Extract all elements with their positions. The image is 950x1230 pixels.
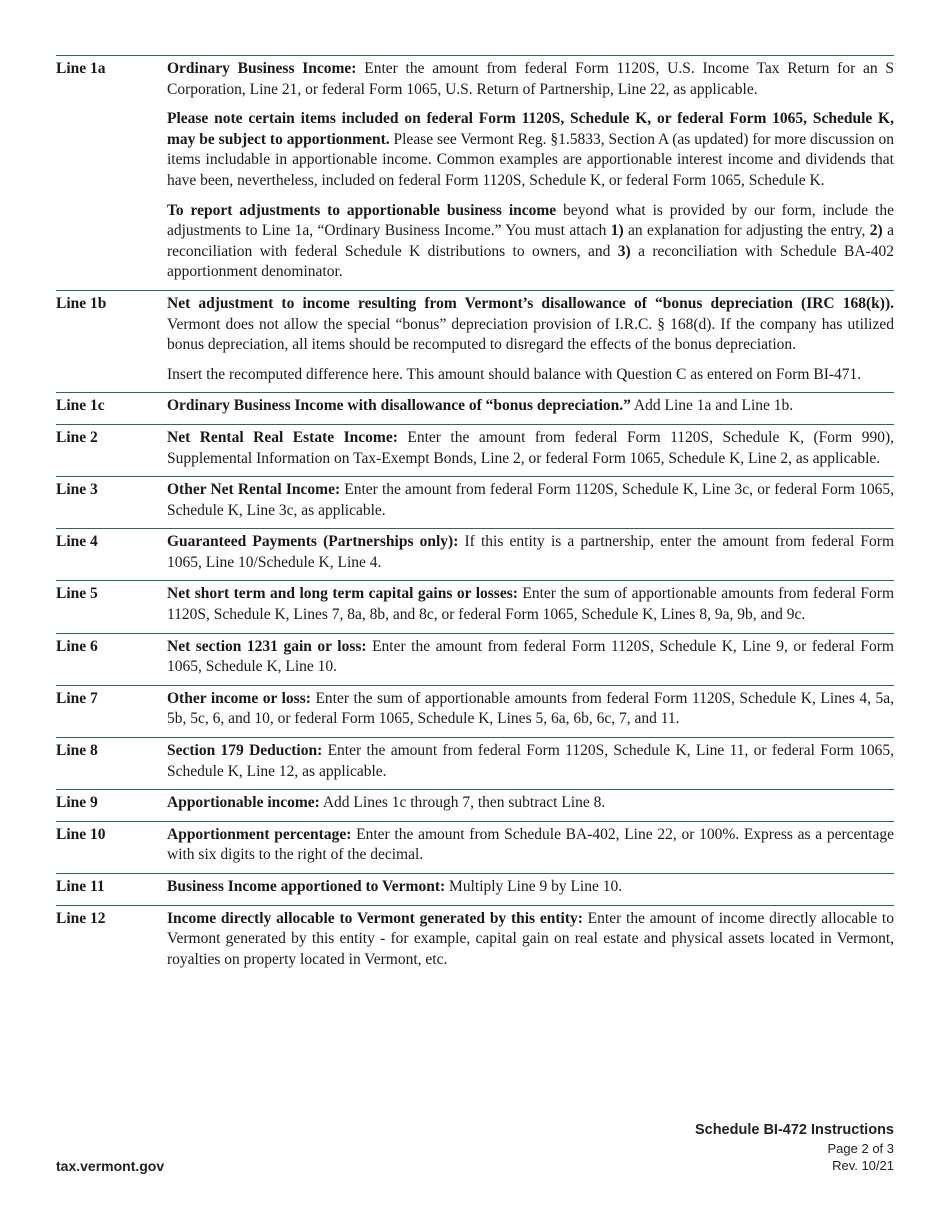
body-text: Enter the amount from federal Form 1120S, Schedule K, (Form 990), Supplemental Information on Tax-Exempt Bonds, Line 2, or federal Form 1065, Schedule K, Line 2, as applicable. xyxy=(167,428,894,467)
instruction-row xyxy=(56,476,894,528)
line-label: Line 2 xyxy=(56,428,98,446)
body-text: an explanation for adjusting the entry, xyxy=(623,222,870,240)
bold-text: Ordinary Business Income with disallowance of “bonus depreciation.” xyxy=(167,397,631,415)
instruction-row xyxy=(56,290,894,392)
body-text: Multiply Line 9 by Line 10. xyxy=(445,878,623,895)
body-text: Enter the amount from federal Form 1120S, U.S. Income Tax Return for an S Corporation, Line 21, or federal Form 1065, U.S. Return of Partnership, Line 22, as applicable. xyxy=(167,60,894,98)
bold-text: Please note certain items included on federal Form 1120S, Schedule K, or federal Form 1065, Schedule K, may be subject to apportionment. xyxy=(167,110,894,148)
line-label: Line 12 xyxy=(56,909,106,927)
bold-text: 1) xyxy=(610,222,624,240)
body-text: Insert the recomputed difference here. This amount should balance with Question C as entered on Form BI-471. xyxy=(167,365,862,383)
description-paragraph xyxy=(167,793,894,814)
line-description xyxy=(167,59,894,283)
description-paragraph xyxy=(167,689,894,730)
line-description xyxy=(167,909,894,971)
description-paragraph xyxy=(167,294,894,356)
description-paragraph xyxy=(167,825,894,866)
body-text: Enter the amount from federal Form 1120S, Schedule K, Line 11, or federal Form 1065, Schedule K, Line 12, as applicable. xyxy=(167,742,894,780)
line-description xyxy=(167,877,894,898)
line-label: Line 10 xyxy=(56,825,106,843)
bold-text: 3) xyxy=(617,242,631,260)
instruction-row xyxy=(56,873,894,905)
bold-text: Other income or loss: xyxy=(167,689,311,707)
body-text: Enter the amount of income directly allocable to Vermont generated by this entity - for example, capital gain on real estate and physical assets located in Vermont, royalties on property located in Vermont, etc. xyxy=(167,909,894,968)
bold-text: Ordinary Business Income: xyxy=(167,60,365,77)
instruction-row xyxy=(56,580,894,632)
bold-text: Apportionable income: xyxy=(167,794,320,812)
line-description xyxy=(167,428,894,469)
line-description xyxy=(167,637,894,678)
instruction-row xyxy=(56,392,894,424)
instructions-list xyxy=(56,55,894,977)
instruction-row xyxy=(56,528,894,580)
instruction-row xyxy=(56,789,894,821)
description-paragraph xyxy=(167,532,894,573)
line-description xyxy=(167,793,894,814)
description-paragraph xyxy=(167,59,894,100)
body-text: Enter the amount from federal Form 1120S, Schedule K, Line 9, or federal Form 1065, Schedule K, Line 10. xyxy=(167,637,894,676)
body-text: Enter the amount from Schedule BA-402, Line 22, or 100%. Express as a percentage with six digits to the right of the decimal. xyxy=(167,825,894,864)
bold-text: Section 179 Deduction: xyxy=(167,742,323,760)
line-label: Line 11 xyxy=(56,878,105,895)
body-text: If this entity is a partnership, enter the amount from federal Form 1065, Line 10/Schedule K, Line 4. xyxy=(167,533,895,571)
bold-text: Income directly allocable to Vermont generated by this entity: xyxy=(167,909,583,927)
line-description xyxy=(167,689,894,730)
bold-text: Business Income apportioned to Vermont: xyxy=(167,878,446,895)
line-label: Line 1b xyxy=(56,294,107,312)
description-paragraph xyxy=(167,201,894,283)
description-paragraph xyxy=(167,365,894,386)
instruction-row xyxy=(56,55,894,290)
description-paragraph xyxy=(167,909,894,971)
document-title: Schedule BI-472 Instructions xyxy=(694,1122,894,1138)
instruction-row xyxy=(56,424,894,476)
instruction-row xyxy=(56,633,894,685)
line-label: Line 7 xyxy=(56,689,98,707)
instruction-row xyxy=(56,821,894,873)
line-label: Line 4 xyxy=(56,533,98,551)
instruction-row xyxy=(56,737,894,789)
body-text: Enter the sum of apportionable amounts from federal Form 1120S, Schedule K, Lines 7, 8a, 8b, and 8c, or federal Form 1065, Schedule K, Lines 8, 9a, 9b, and 9c. xyxy=(167,585,894,624)
bold-text: Net short term and long term capital gains or losses: xyxy=(167,585,518,603)
body-text: Vermont does not allow the special “bonus” depreciation provision of I.R.C. § 168(d). If the company has utilized bonus depreciation, all items should be recomputed to disregard the effects of the bonus depreciation. xyxy=(167,315,894,354)
body-text: Add Line 1a and Line 1b. xyxy=(630,397,794,415)
description-paragraph xyxy=(167,584,894,625)
description-paragraph xyxy=(167,396,894,417)
bold-text: Guaranteed Payments (Partnerships only): xyxy=(167,533,459,551)
line-label: Line 9 xyxy=(56,794,98,812)
description-paragraph xyxy=(167,741,894,782)
bold-text: Net adjustment to income resulting from Vermont’s disallowance of “bonus depreciation (IRC 168(k)). xyxy=(167,294,894,312)
description-paragraph xyxy=(167,428,894,469)
body-text: beyond what is provided by our form, include the adjustments to Line 1a, “Ordinary Business Income.” You must attach xyxy=(167,201,894,240)
line-description xyxy=(167,294,894,385)
page-number: Page 2 of 3 xyxy=(827,1141,894,1156)
bold-text: Net Rental Real Estate Income: xyxy=(167,428,398,446)
body-text: Enter the sum of apportionable amounts from federal Form 1120S, Schedule K, Lines 4, 5a, 5b, 5c, 6, and 10, or federal Form 1065, Schedule K, Lines 5, 6a, 6b, 6c, 7, and 11. xyxy=(167,689,895,728)
line-label: Line 5 xyxy=(56,585,98,603)
body-text: Add Lines 1c through 7, then subtract Line 8. xyxy=(319,794,606,812)
bold-text: Other Net Rental Income: xyxy=(167,481,341,499)
bold-text: 2) xyxy=(869,222,883,240)
bold-text: Net section 1231 gain or loss: xyxy=(167,637,367,655)
line-description xyxy=(167,825,894,866)
body-text: Enter the amount from federal Form 1120S, Schedule K, Line 3c, or federal Form 1065, Schedule K, Line 3c, as applicable. xyxy=(167,481,894,519)
instruction-row xyxy=(56,905,894,978)
body-text: a reconciliation with Schedule BA-402 apportionment denominator. xyxy=(167,242,894,281)
instruction-row xyxy=(56,685,894,737)
description-paragraph xyxy=(167,109,894,191)
line-description xyxy=(167,480,894,521)
line-description xyxy=(167,532,894,573)
bold-text: Apportionment percentage: xyxy=(167,825,352,843)
footer-info xyxy=(695,1121,894,1174)
body-text: a reconciliation with federal Schedule K distributions to owners, and xyxy=(167,222,894,260)
line-label: Line 3 xyxy=(56,481,98,499)
description-paragraph xyxy=(167,877,894,898)
line-label: Line 6 xyxy=(56,637,98,655)
line-label: Line 8 xyxy=(56,742,98,760)
body-text: Please see Vermont Reg. §1.5833, Section A (as updated) for more discussion on items includable in apportionable income. Common examples are apportionable interest income and dividends that have been, nevertheless, included on federal Form 1120S, Schedule K, or federal Form 1065, Schedule K. xyxy=(167,130,894,189)
line-description xyxy=(167,741,894,782)
line-description xyxy=(167,584,894,625)
line-label: Line 1a xyxy=(56,60,106,77)
description-paragraph xyxy=(167,637,894,678)
footer-website[interactable]: tax.vermont.gov xyxy=(56,1158,165,1174)
line-description xyxy=(167,396,894,417)
revision-date: Rev. 10/21 xyxy=(832,1158,894,1173)
description-paragraph xyxy=(167,480,894,521)
bold-text: To report adjustments to apportionable business income xyxy=(167,201,557,219)
line-label: Line 1c xyxy=(56,397,105,415)
